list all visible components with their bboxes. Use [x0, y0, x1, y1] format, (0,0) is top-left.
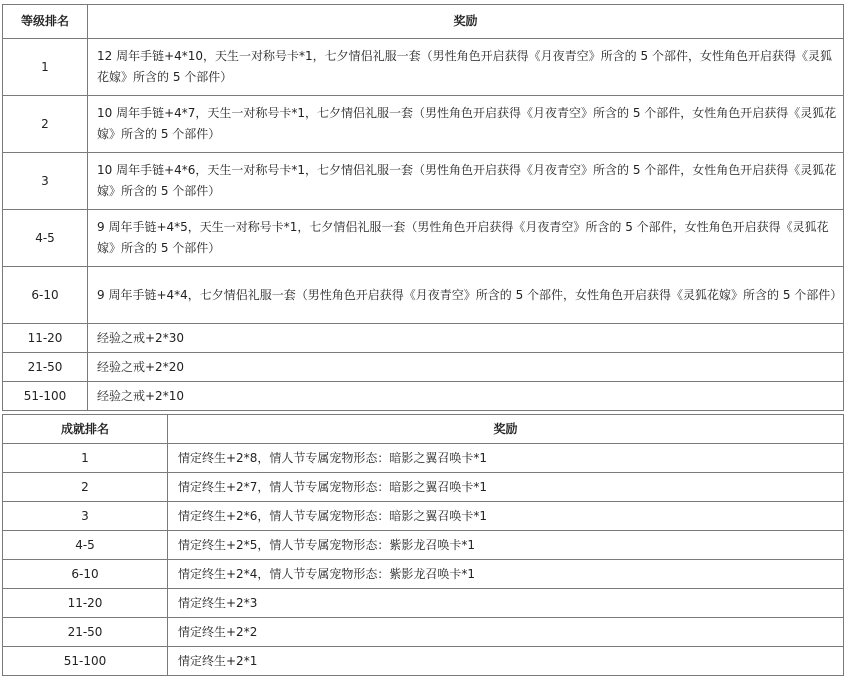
rank-cell: 1: [3, 444, 168, 473]
table-row: [3, 39, 844, 96]
table-row: [3, 589, 844, 618]
table-row: [3, 473, 844, 502]
reward-cell: 情定终生+2*5，情人节专属宠物形态：紫影龙召唤卡*1: [168, 531, 844, 560]
reward-cell: 经验之戒+2*30: [88, 324, 844, 353]
reward-cell: 情定终生+2*8，情人节专属宠物形态：暗影之翼召唤卡*1: [168, 444, 844, 473]
rank-cell: 2: [3, 96, 88, 153]
table-row: [3, 353, 844, 382]
reward-cell: 经验之戒+2*10: [88, 382, 844, 411]
table-row: [3, 647, 844, 676]
table-row: [3, 382, 844, 411]
rank-cell: 6-10: [3, 267, 88, 324]
reward-cell: 情定终生+2*4，情人节专属宠物形态：紫影龙召唤卡*1: [168, 560, 844, 589]
table-header-row: [3, 5, 844, 39]
reward-column-header: 奖励: [88, 5, 844, 39]
rank-cell: 4-5: [3, 531, 168, 560]
reward-cell: 情定终生+2*3: [168, 589, 844, 618]
reward-cell: 经验之戒+2*20: [88, 353, 844, 382]
table-row: [3, 502, 844, 531]
reward-cell: 10 周年手链+4*7，天生一对称号卡*1，七夕情侣礼服一套（男性角色开启获得《月夜青空》所含的 5 个部件，女性角色开启获得《灵狐花嫁》所含的 5 个部件）: [88, 96, 844, 153]
table-row: [3, 560, 844, 589]
table-header-row: [3, 415, 844, 444]
rank-cell: 51-100: [3, 382, 88, 411]
rank-cell: 21-50: [3, 618, 168, 647]
table-row: [3, 618, 844, 647]
rank-cell: 3: [3, 502, 168, 531]
rank-cell: 3: [3, 153, 88, 210]
reward-column-header: 奖励: [168, 415, 844, 444]
reward-cell: 10 周年手链+4*6，天生一对称号卡*1，七夕情侣礼服一套（男性角色开启获得《月夜青空》所含的 5 个部件，女性角色开启获得《灵狐花嫁》所含的 5 个部件）: [88, 153, 844, 210]
table-row: [3, 153, 844, 210]
reward-cell: 9 周年手链+4*4，七夕情侣礼服一套（男性角色开启获得《月夜青空》所含的 5 个部件，女性角色开启获得《灵狐花嫁》所含的 5 个部件）: [88, 267, 844, 324]
table-row: [3, 531, 844, 560]
rank-cell: 4-5: [3, 210, 88, 267]
rank-cell: 21-50: [3, 353, 88, 382]
reward-cell: 情定终生+2*2: [168, 618, 844, 647]
level-ranking-table: [2, 4, 844, 411]
reward-cell: 12 周年手链+4*10，天生一对称号卡*1，七夕情侣礼服一套（男性角色开启获得《月夜青空》所含的 5 个部件，女性角色开启获得《灵狐花嫁》所含的 5 个部件）: [88, 39, 844, 96]
rank-column-header: 等级排名: [3, 5, 88, 39]
rank-cell: 6-10: [3, 560, 168, 589]
rank-cell: 2: [3, 473, 168, 502]
rank-cell: 11-20: [3, 589, 168, 618]
rank-cell: 51-100: [3, 647, 168, 676]
table-row: [3, 96, 844, 153]
table-row: [3, 210, 844, 267]
reward-cell: 9 周年手链+4*5，天生一对称号卡*1，七夕情侣礼服一套（男性角色开启获得《月夜青空》所含的 5 个部件，女性角色开启获得《灵狐花嫁》所含的 5 个部件）: [88, 210, 844, 267]
reward-cell: 情定终生+2*7，情人节专属宠物形态：暗影之翼召唤卡*1: [168, 473, 844, 502]
table-row: [3, 444, 844, 473]
reward-cell: 情定终生+2*6，情人节专属宠物形态：暗影之翼召唤卡*1: [168, 502, 844, 531]
rank-column-header: 成就排名: [3, 415, 168, 444]
achievement-ranking-table: [2, 414, 844, 676]
rank-cell: 1: [3, 39, 88, 96]
rank-cell: 11-20: [3, 324, 88, 353]
table-row: [3, 267, 844, 324]
reward-cell: 情定终生+2*1: [168, 647, 844, 676]
table-row: [3, 324, 844, 353]
